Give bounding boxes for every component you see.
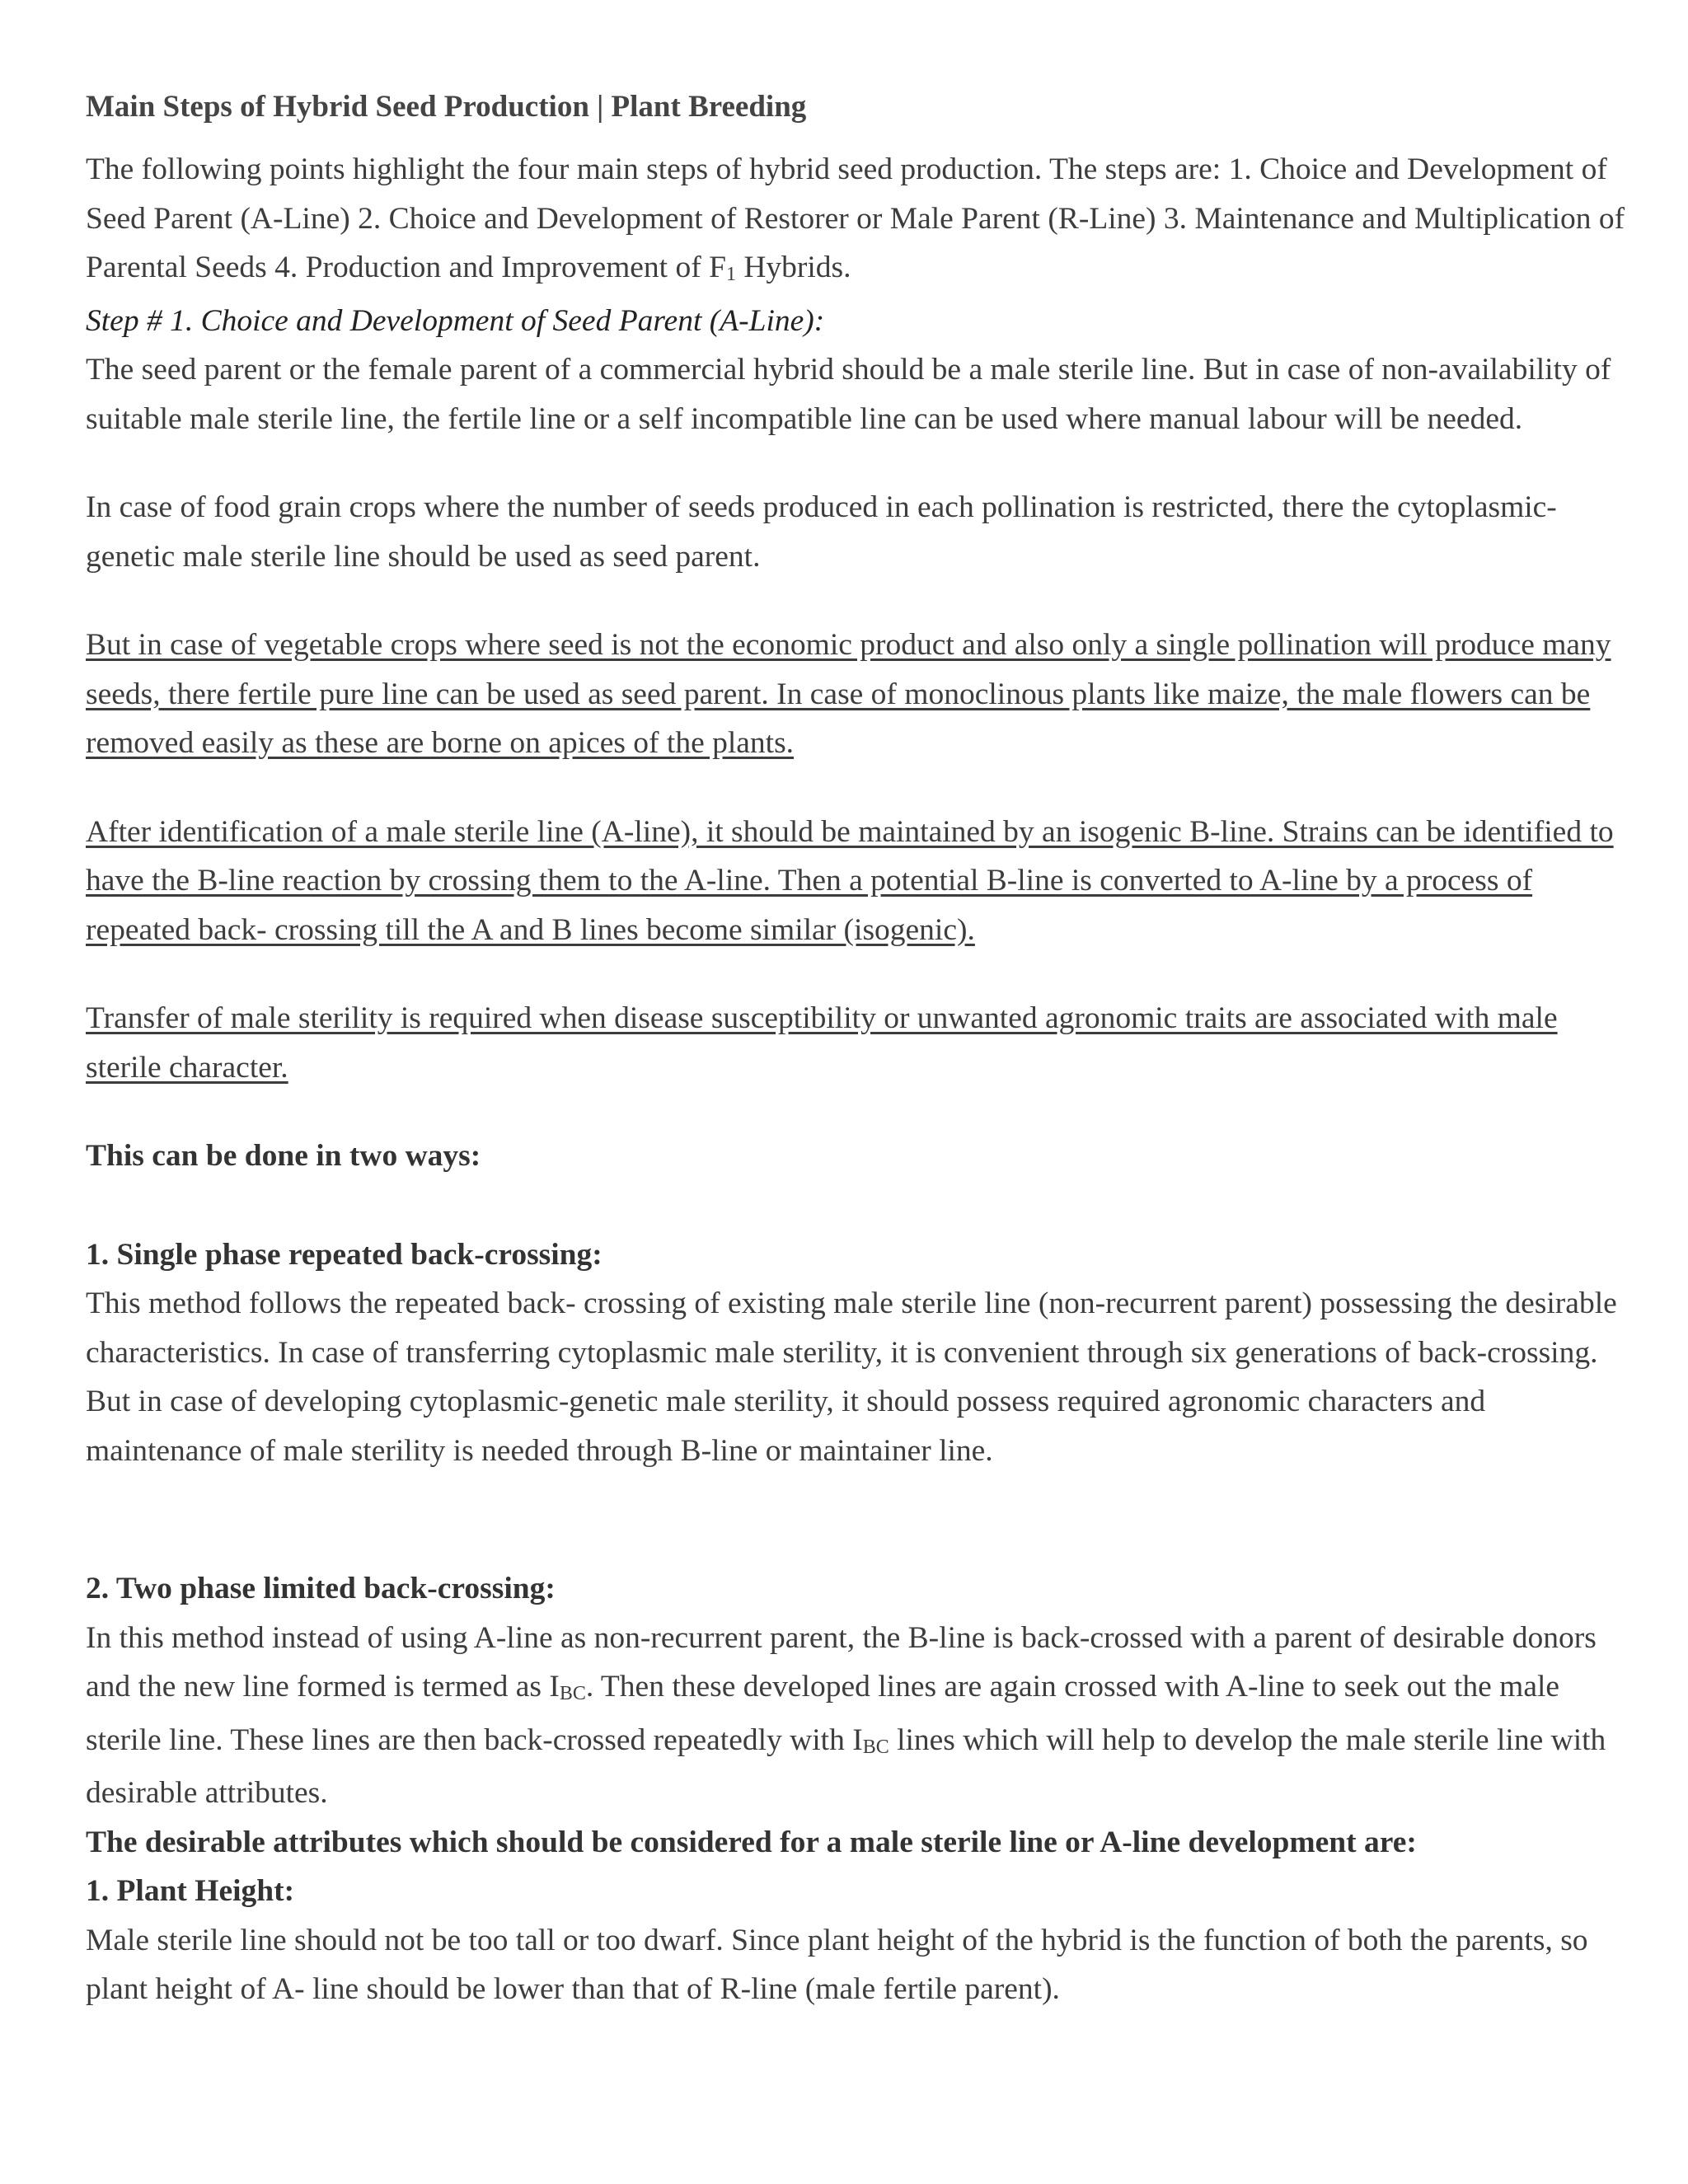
- two-ways-heading: This can be done in two ways:: [86, 1139, 481, 1173]
- intro-paragraph: [86, 145, 1635, 297]
- method2-subscript-2: BC: [862, 1736, 889, 1758]
- plant-height-heading: 1. Plant Height:: [86, 1874, 295, 1908]
- intro-subscript: 1: [725, 264, 736, 285]
- method2-text-b: . Then these developed lines are again crossed with A-line to seek out the male sterile line. These lines are then back-crossed repeatedly with I: [86, 1670, 1560, 1757]
- document-page: [86, 82, 1635, 2014]
- paragraph-b-line: After identification of a male sterile line (A-line), it should be maintained by an isogenic B-line. Strains can be identified to have the B-line reaction by crossing them to the A-line. Then a potential B-line is converted to A-line by a process of repeated back- crossing till the A and B lines become similar (isogenic).: [86, 814, 1614, 947]
- plant-height-text: Male sterile line should not be too tall or too dwarf. Since plant height of the hybrid is the function of both the parents, so plant height of A- line should be lower than that of R-line (male fertile parent).: [86, 1923, 1588, 2006]
- intro-text-b: Hybrids.: [735, 251, 851, 284]
- paragraph-seed-parent: The seed parent or the female parent of a commercial hybrid should be a male sterile line. But in case of non-availability of suitable male sterile line, the fertile line or a self incompatible line can be used where manual labour will be needed.: [86, 353, 1611, 436]
- page-title: Main Steps of Hybrid Seed Production | Plant Breeding: [86, 90, 807, 124]
- method1-heading: 1. Single phase repeated back-crossing:: [86, 1237, 603, 1272]
- paragraph-transfer-sterility: Transfer of male sterility is required when disease susceptibility or unwanted agronomic traits are associated with male sterile character.: [86, 1001, 1558, 1085]
- method2-subscript-1: BC: [559, 1683, 586, 1704]
- paragraph-food-grain: In case of food grain crops where the number of seeds produced in each pollination is restricted, there the cytoplasmic-genetic male sterile line should be used as seed parent.: [86, 490, 1557, 574]
- method2-text-c: lines which will help to develop the male sterile line with desirable attributes.: [86, 1722, 1606, 1810]
- method2-text-a: In this method instead of using A-line as non-recurrent parent, the B-line is back-crossed with a parent of desirable donors and the new line formed is termed as I: [86, 1620, 1597, 1704]
- paragraph-vegetable-crops: But in case of vegetable crops where seed is not the economic product and also only a single pollination will produce many seeds, there fertile pure line can be used as seed parent. In case of monoclinous plants like maize, the male flowers can be removed easily as these are borne on apices of the plants.: [86, 628, 1611, 760]
- method2-heading: 2. Two phase limited back-crossing:: [86, 1572, 556, 1605]
- method2-text: [86, 1614, 1635, 1818]
- attributes-heading: The desirable attributes which should be considered for a male sterile line or A-line development are:: [86, 1825, 1417, 1859]
- method1-text: This method follows the repeated back- crossing of existing male sterile line (non-recurrent parent) possessing the desirable characteristics. In case of transferring cytoplasmic male sterility, it is convenient through six generations of back-crossing. But in case of developing cytoplasmic-genetic male sterility, it should possess required agronomic characters and maintenance of male sterility is needed through B-line or maintainer line.: [86, 1286, 1617, 1468]
- intro-text-a: The following points highlight the four main steps of hybrid seed production. The steps are: 1. Choice and Development of Seed Parent (A-Line) 2. Choice and Development of Restorer or Male Parent (R-Line) 3. Maintenance and Multiplication of Parental Seeds 4. Production and Improvement of F: [86, 152, 1625, 284]
- step1-heading: Step # 1. Choice and Development of Seed Parent (A-Line):: [86, 303, 825, 338]
